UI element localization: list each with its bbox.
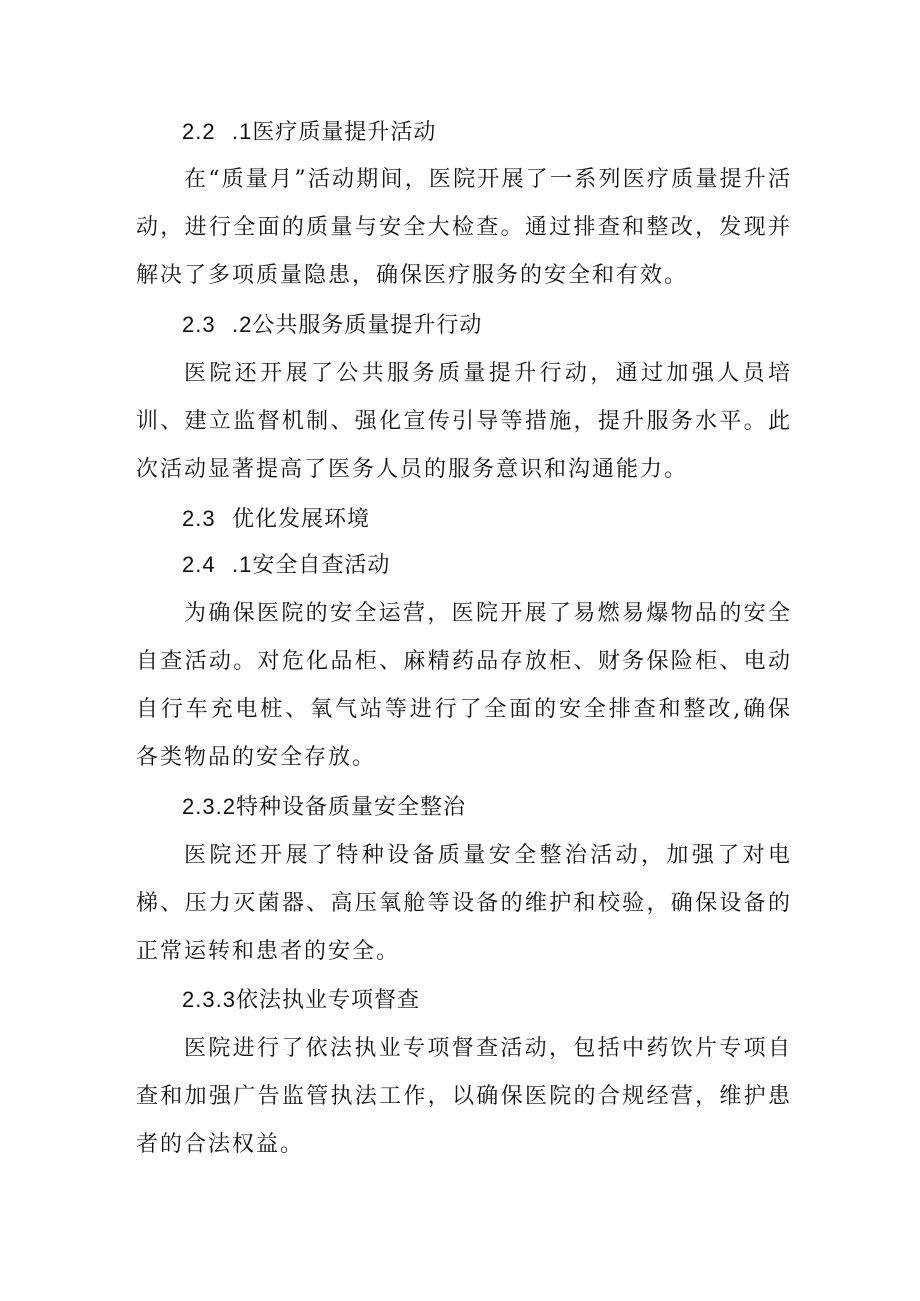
section-title: 依法执业专项督查 <box>235 988 420 1013</box>
section-paragraph: 医院还开展了特种设备质量安全整治活动，加强了对电梯、压力灭菌器、高压氧舱等设备的维护和校验，确保设备的正常运转和患者的安全。 <box>136 843 792 964</box>
subsection-number: .1 <box>232 552 253 577</box>
section-title: 优化发展环境 <box>232 507 371 532</box>
section-number: 2.2 <box>182 119 216 144</box>
section-heading <box>182 550 390 581</box>
section-paragraph: 医院进行了依法执业专项督查活动，包括中药饮片专项自查和加强广告监管执法工作，以确保医院的合规经营，维护患者的合法权益。 <box>136 1036 792 1157</box>
section-title: 安全自查活动 <box>252 553 391 578</box>
section-number: 2.4 <box>182 552 216 577</box>
section-heading <box>182 310 482 341</box>
section-paragraph: 在“质量月”活动期间，医院开展了一系列医疗质量提升活动，进行全面的质量与安全大检查。通过排查和整改，发现并解决了多项质量隐患，确保医疗服务的安全和有效。 <box>136 167 792 288</box>
section-paragraph: 医院还开展了公共服务质量提升行动，通过加强人员培训、建立监督机制、强化宣传引导等措施，提升服务水平。此次活动显著提高了医务人员的服务意识和沟通能力。 <box>136 361 792 482</box>
section-heading <box>182 504 370 535</box>
section-heading <box>182 985 420 1016</box>
section-number: 2.3 <box>182 312 216 337</box>
section-heading <box>182 792 466 823</box>
subsection-number: .1 <box>232 119 253 144</box>
section-title: 医疗质量提升活动 <box>252 120 437 145</box>
section-number: 2.3.2 <box>182 794 236 819</box>
section-paragraph: 为确保医院的安全运营，医院开展了易燃易爆物品的安全自查活动。对危化品柜、麻精药品存放柜、财务保险柜、电动自行车充电桩、氧气站等进行了全面的安全排查和整改,确保各类物品的安全存放。 <box>136 601 792 770</box>
section-number: 2.3 <box>182 506 216 531</box>
section-number: 2.3.3 <box>182 987 236 1012</box>
section-heading <box>182 117 436 148</box>
section-title: 公共服务质量提升行动 <box>252 313 483 338</box>
section-title: 特种设备质量安全整治 <box>235 795 466 820</box>
subsection-number: .2 <box>232 312 253 337</box>
